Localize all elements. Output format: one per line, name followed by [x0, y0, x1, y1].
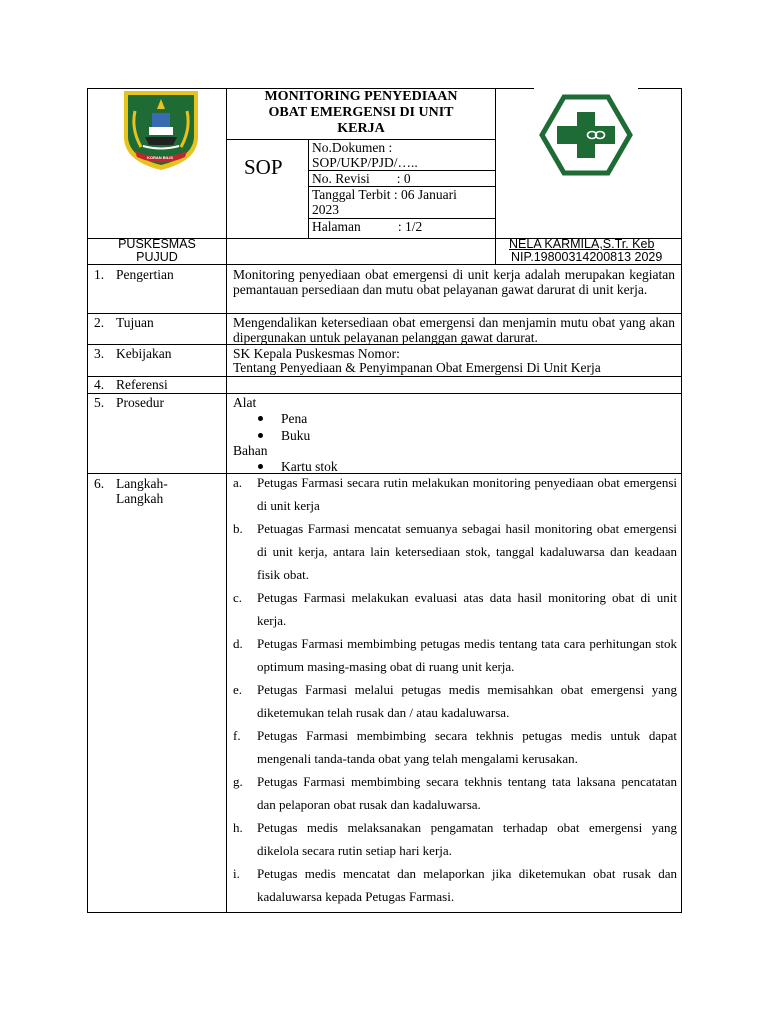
puskesmas-logo: [539, 94, 633, 176]
row-number: 5.: [94, 395, 105, 410]
bahan-heading: Bahan: [233, 443, 268, 458]
alat-item: Buku: [281, 428, 311, 443]
step-letter: g.: [233, 774, 243, 789]
step-text: Petugas Farmasi melalui petugas medis memisahkan obat emergensi yang diketemukan telah rusak dan / atau kadaluwarsa.: [257, 682, 677, 720]
org-line: PUSKESMAS: [118, 237, 196, 251]
signatory-name: NELA KARMILA,S.Tr. Keb: [509, 237, 655, 251]
bahan-item: Kartu stok: [281, 459, 338, 474]
bullet-icon: [258, 416, 263, 421]
kebijakan-line1: SK Kepala Puskesmas Nomor:: [233, 346, 400, 361]
tanggal-terbit: Tanggal Terbit : 06 Januari: [312, 187, 457, 202]
document-title: [232, 89, 490, 137]
row-label-pengertian: Pengertian: [116, 267, 174, 282]
row-label-referensi: Referensi: [116, 377, 168, 392]
pengertian-text: Monitoring penyediaan obat emergensi di unit kerja adalah merupakan kegiatan pemantauan persediaan dan mutu obat pelayanan gawat darurat di unit kerja.: [233, 267, 675, 297]
label-line: Langkah: [116, 491, 164, 506]
no-dokumen-label: No.Dokumen :: [312, 140, 393, 155]
step-text: Petugas Farmasi membimbing secara tekhnis tentang tata laksana pencatatan dan pelaporan obat rusak dan kadaluwarsa.: [257, 774, 677, 812]
row-number: 2.: [94, 315, 105, 330]
step-letter: c.: [233, 590, 243, 605]
step-text: Petugas Farmasi membimbing secara tekhnis petugas medis untuk dapat mengenali tanda-tanda obat yang telah mengalami kerusakan.: [257, 728, 677, 766]
step-text: Petugas Farmasi secara rutin melakukan monitoring penyediaan obat emergensi di unit kerja: [257, 475, 677, 513]
alat-item: Pena: [281, 411, 308, 426]
tanggal-terbit-year: 2023: [312, 202, 339, 217]
title-line: KERJA: [337, 121, 385, 136]
crest-banner-text: KORAN BILIS: [147, 155, 173, 160]
step-letter: i.: [233, 866, 240, 881]
bullet-icon: [258, 433, 263, 438]
tujuan-text: Mengendalikan ketersediaan obat emergensi dan menjamin mutu obat yang akan dipergunakan untuk pelayanan pelanggan gawat darurat.: [233, 315, 675, 345]
row-number: 3.: [94, 346, 105, 361]
org-name: [88, 238, 226, 264]
step-letter: a.: [233, 475, 243, 490]
row-number: 4.: [94, 377, 105, 392]
step-text: Petuagas Farmasi mencatat semuanya sebagai hasil monitoring obat emergensi di unit kerja, antara lain ketersediaan stok, tanggal kadaluwarsa dan keadaan fisik obat.: [257, 521, 677, 582]
step-text: Petugas Farmasi membimbing petugas medis tentang tata cara perhitungan stok optimum masing-masing obat di ruang unit kerja.: [257, 636, 677, 674]
row-number: 6.: [94, 476, 105, 491]
sop-label: SOP: [244, 155, 283, 179]
step-text: Petugas Farmasi melakukan evaluasi atas data hasil monitoring obat di unit kerja.: [257, 590, 677, 628]
bullet-icon: [258, 464, 263, 469]
step-text: Petugas medis mencatat dan melaporkan jika diketemukan obat rusak dan kadaluwarsa kepada Petugas Farmasi.: [257, 866, 677, 904]
row-label-prosedur: Prosedur: [116, 395, 164, 410]
step-letter: h.: [233, 820, 243, 835]
row-label-tujuan: Tujuan: [116, 315, 154, 330]
row-label-kebijakan: Kebijakan: [116, 346, 172, 361]
regional-crest-logo: [121, 89, 201, 171]
kebijakan-line2: Tentang Penyediaan & Penyimpanan Obat Emergensi Di Unit Kerja: [233, 360, 601, 375]
step-letter: f.: [233, 728, 241, 743]
no-dokumen-value: SOP/UKP/PJD/…..: [312, 155, 418, 170]
title-line: MONITORING PENYEDIAAN: [264, 89, 458, 104]
no-revisi: No. Revisi : 0: [312, 171, 411, 186]
halaman: Halaman : 1/2: [312, 219, 423, 234]
row-number: 1.: [94, 267, 105, 282]
step-letter: d.: [233, 636, 243, 651]
step-text: Petugas medis melaksanakan pengamatan terhadap obat emergensi yang dikelola secara rutin setiap hari kerja.: [257, 820, 677, 858]
signatory-nip: NIP.19800314200813 2029: [511, 250, 663, 264]
label-line: Langkah-: [116, 476, 168, 491]
alat-heading: Alat: [233, 395, 257, 410]
step-letter: b.: [233, 521, 243, 536]
step-letter: e.: [233, 682, 243, 697]
row-label-langkah: [116, 476, 168, 506]
title-line: OBAT EMERGENSI DI UNIT: [268, 105, 454, 120]
org-line: PUJUD: [136, 250, 178, 264]
